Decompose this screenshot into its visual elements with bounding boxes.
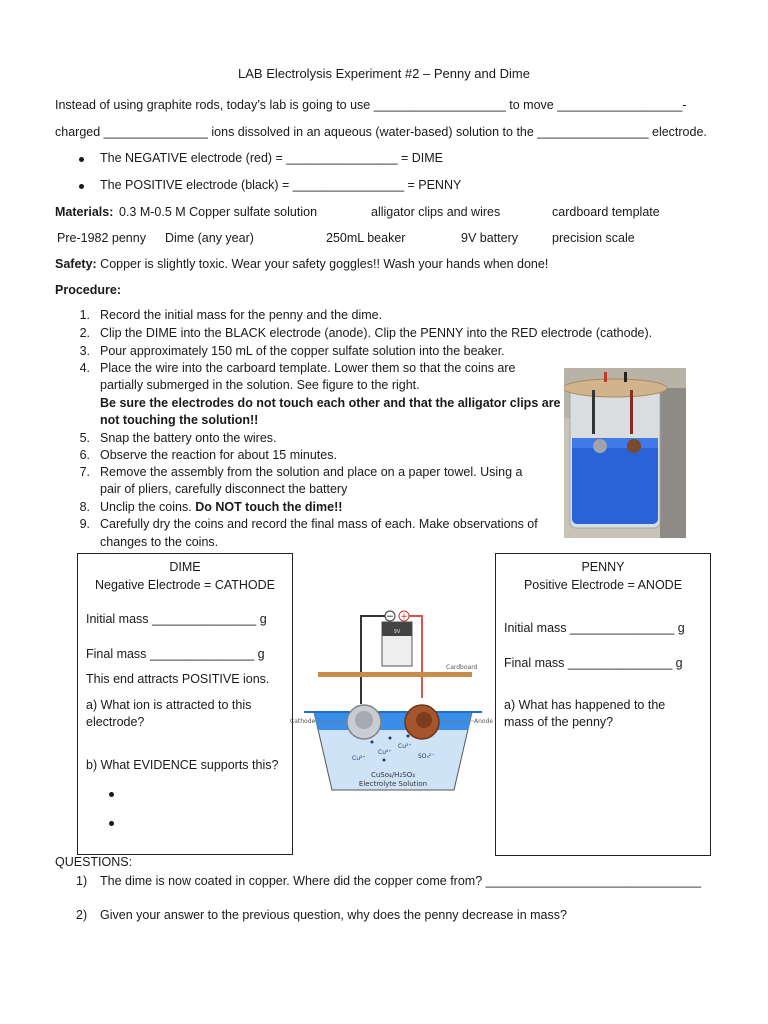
penny-question-a-cont: mass of the penny? bbox=[504, 715, 614, 729]
cardboard-label: Cardboard bbox=[446, 664, 478, 671]
anode-label: Anode bbox=[474, 718, 494, 725]
bullet-icon bbox=[79, 157, 84, 162]
step-text: Pour approximately 150 mL of the copper sulfate solution into the beaker. bbox=[100, 344, 505, 358]
battery-plus: + bbox=[400, 612, 408, 622]
intro-line-1: Instead of using graphite rods, today’s lab is going to use ___________________ to move __________________- bbox=[55, 98, 687, 112]
step-text: Remove the assembly from the solution and place on a paper towel. Using a bbox=[100, 465, 523, 479]
battery-label: 9V bbox=[393, 629, 401, 635]
question-number: 2) bbox=[76, 908, 88, 922]
material-item: Pre-1982 penny bbox=[57, 231, 146, 245]
safety-text: Copper is slightly toxic. Wear your safety goggles!! Wash your hands when done! bbox=[96, 257, 549, 271]
material-item: precision scale bbox=[552, 231, 635, 245]
material-item: cardboard template bbox=[552, 205, 660, 219]
bullet-icon bbox=[79, 184, 84, 189]
penny-heading: PENNY bbox=[581, 560, 625, 574]
step-text: Place the wire into the carboard template. Lower them so that the coins are bbox=[100, 361, 516, 375]
intro-line-2: charged _______________ ions dissolved in an aqueous (water-based) solution to the ________________ electrode. bbox=[55, 125, 707, 139]
dime-initial-mass: Initial mass _______________ g bbox=[86, 612, 267, 626]
material-item: 0.3 M-0.5 M Copper sulfate solution bbox=[119, 205, 318, 219]
step-number: 9. bbox=[79, 517, 90, 531]
ion-label: SO₄²⁻ bbox=[418, 753, 435, 760]
penny-box bbox=[495, 553, 711, 856]
step-text: Observe the reaction for about 15 minutes. bbox=[100, 448, 337, 462]
dime-box bbox=[77, 553, 293, 855]
solution-name: Electrolyte Solution bbox=[358, 780, 428, 788]
beaker-photo bbox=[564, 368, 686, 538]
questions-label: QUESTIONS: bbox=[55, 855, 133, 869]
step-text: pair of pliers, carefully disconnect the battery bbox=[100, 482, 348, 496]
safety-label: Safety: bbox=[55, 257, 97, 271]
dime-question-a: a) What ion is attracted to this bbox=[86, 698, 252, 712]
dime-final-mass: Final mass _______________ g bbox=[86, 647, 265, 661]
bullet-icon bbox=[109, 792, 114, 797]
step-number: 2. bbox=[79, 326, 90, 340]
dime-attracts-note: This end attracts POSITIVE ions. bbox=[86, 672, 270, 686]
electrode-positive: The POSITIVE electrode (black) = ________________ = PENNY bbox=[100, 178, 462, 192]
material-item: alligator clips and wires bbox=[371, 205, 501, 219]
ion-label: Cu²⁺ bbox=[378, 749, 392, 756]
step-text: Snap the battery onto the wires. bbox=[100, 431, 277, 445]
cathode-label: Cathode bbox=[290, 718, 316, 725]
dime-heading: DIME bbox=[169, 560, 201, 574]
step-text: Clip the DIME into the BLACK electrode (anode). Clip the PENNY into the RED electrode (cathode). bbox=[100, 326, 653, 340]
penny-subheading: Positive Electrode = ANODE bbox=[523, 578, 683, 592]
step-text: Carefully dry the coins and record the final mass of each. Make observations of bbox=[100, 517, 538, 531]
penny-final-mass: Final mass _______________ g bbox=[504, 656, 683, 670]
step-text-bold: Do NOT touch the dime!! bbox=[195, 500, 343, 514]
question-text: The dime is now coated in copper. Where did the copper come from? _______________________________ bbox=[100, 874, 702, 888]
dime-question-b: b) What EVIDENCE supports this? bbox=[86, 758, 279, 772]
electrolysis-diagram bbox=[286, 608, 496, 796]
step-number: 3. bbox=[79, 344, 90, 358]
step-number: 4. bbox=[79, 361, 90, 375]
question-number: 1) bbox=[76, 874, 88, 888]
step-text: partially submerged in the solution. See figure to the right. bbox=[100, 378, 420, 392]
step-text-plain: Unclip the coins. bbox=[100, 500, 196, 514]
page-title: LAB Electrolysis Experiment #2 – Penny and Dime bbox=[238, 66, 530, 81]
electrode-negative: The NEGATIVE electrode (red) = ________________ = DIME bbox=[100, 151, 444, 165]
dime-subheading: Negative Electrode = CATHODE bbox=[94, 578, 276, 592]
step-number: 1. bbox=[79, 308, 90, 322]
battery-minus: − bbox=[386, 612, 394, 622]
materials-label: Materials: bbox=[55, 205, 114, 219]
solution-formula: CuSo₄/H₂SO₄ bbox=[370, 771, 416, 779]
bullet-icon bbox=[109, 821, 114, 826]
step-text bbox=[100, 500, 342, 514]
step-number: 8. bbox=[79, 500, 90, 514]
ion-label: Cu²⁺ bbox=[398, 743, 412, 750]
penny-initial-mass: Initial mass _______________ g bbox=[504, 621, 685, 635]
step-number: 7. bbox=[79, 465, 90, 479]
ion-label: Cu²⁺ bbox=[352, 755, 366, 762]
procedure-label: Procedure: bbox=[55, 283, 121, 297]
material-item: Dime (any year) bbox=[165, 231, 254, 245]
step-text: Record the initial mass for the penny and the dime. bbox=[100, 308, 383, 322]
material-item: 250mL beaker bbox=[326, 231, 406, 245]
dime-question-a-cont: electrode? bbox=[86, 715, 145, 729]
step-number: 6. bbox=[79, 448, 90, 462]
step-number: 5. bbox=[79, 431, 90, 445]
step-warning: Be sure the electrodes do not touch each other and that the alligator clips are bbox=[100, 396, 561, 410]
material-item: 9V battery bbox=[461, 231, 518, 245]
step-text: changes to the coins. bbox=[100, 535, 219, 549]
penny-question-a: a) What has happened to the bbox=[504, 698, 666, 712]
step-warning: not touching the solution!! bbox=[100, 413, 259, 427]
safety-note bbox=[55, 257, 548, 271]
question-text: Given your answer to the previous question, why does the penny decrease in mass? bbox=[100, 908, 567, 922]
